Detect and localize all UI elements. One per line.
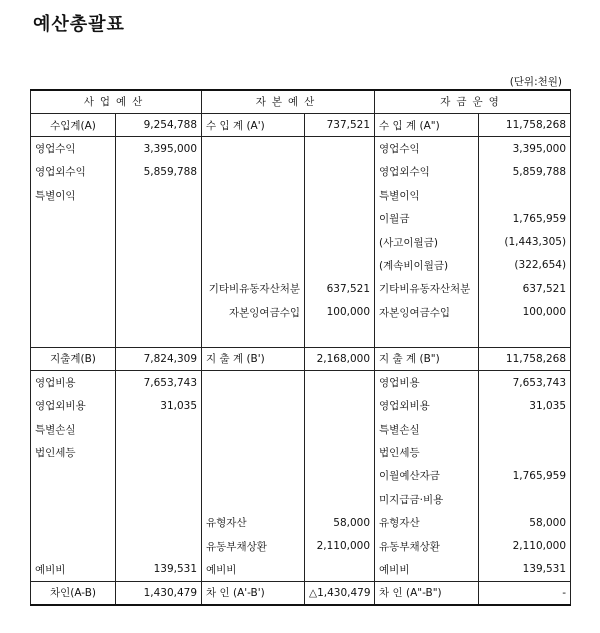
business-label <box>31 230 116 253</box>
capital-value: 100,000 <box>305 301 375 324</box>
capital-value <box>305 441 375 464</box>
fund-label: 이월예산자금 <box>375 464 479 487</box>
fund-label: 영업비용 <box>375 371 479 394</box>
table-row <box>31 301 571 324</box>
business-label: 차인(A-B) <box>31 581 116 604</box>
fund-value <box>479 417 571 440</box>
capital-label: 지 출 계 (B') <box>202 347 305 370</box>
fund-value: 100,000 <box>479 301 571 324</box>
business-label <box>31 277 116 300</box>
fund-value: - <box>479 581 571 604</box>
business-label: 지출계(B) <box>31 347 116 370</box>
fund-label: 수 입 계 (A") <box>375 113 479 136</box>
business-label: 영업비용 <box>31 371 116 394</box>
fund-label: 특별이익 <box>375 184 479 207</box>
business-value: 9,254,788 <box>116 113 202 136</box>
fund-label <box>375 324 479 347</box>
capital-value <box>305 324 375 347</box>
fund-value: 1,765,959 <box>479 207 571 230</box>
table-row <box>31 113 571 136</box>
table-row <box>31 137 571 160</box>
fund-value: (1,443,305) <box>479 230 571 253</box>
capital-label <box>202 441 305 464</box>
capital-value <box>305 394 375 417</box>
fund-label: 유형자산 <box>375 511 479 534</box>
capital-label <box>202 207 305 230</box>
fund-label: 특별손실 <box>375 417 479 440</box>
business-value: 7,653,743 <box>116 371 202 394</box>
capital-value <box>305 464 375 487</box>
business-label: 수입계(A) <box>31 113 116 136</box>
fund-label: 영업외비용 <box>375 394 479 417</box>
capital-value <box>305 184 375 207</box>
business-value <box>116 488 202 511</box>
business-value: 5,859,788 <box>116 160 202 183</box>
fund-value: 11,758,268 <box>479 347 571 370</box>
table-row <box>31 230 571 253</box>
business-value <box>116 464 202 487</box>
capital-label: 자본잉여금수입 <box>202 301 305 324</box>
business-label: 특별손실 <box>31 417 116 440</box>
business-value <box>116 534 202 557</box>
fund-value: 7,653,743 <box>479 371 571 394</box>
business-value <box>116 441 202 464</box>
table-row <box>31 464 571 487</box>
business-label <box>31 534 116 557</box>
capital-value: △1,430,479 <box>305 581 375 604</box>
capital-value: 2,168,000 <box>305 347 375 370</box>
capital-value <box>305 558 375 581</box>
business-value <box>116 230 202 253</box>
fund-label: 기타비유동자산처분 <box>375 277 479 300</box>
business-label: 예비비 <box>31 558 116 581</box>
fund-value <box>479 441 571 464</box>
fund-value <box>479 488 571 511</box>
business-value: 7,824,309 <box>116 347 202 370</box>
capital-value: 637,521 <box>305 277 375 300</box>
fund-label: 예비비 <box>375 558 479 581</box>
business-label: 영업수익 <box>31 137 116 160</box>
fund-value: 1,765,959 <box>479 464 571 487</box>
table-row <box>31 324 571 347</box>
capital-value: 2,110,000 <box>305 534 375 557</box>
fund-label: 법인세등 <box>375 441 479 464</box>
business-label <box>31 301 116 324</box>
capital-value <box>305 230 375 253</box>
fund-value: (322,654) <box>479 254 571 277</box>
fund-value <box>479 184 571 207</box>
fund-value: 139,531 <box>479 558 571 581</box>
capital-label <box>202 371 305 394</box>
table-row <box>31 581 571 604</box>
fund-value: 637,521 <box>479 277 571 300</box>
header-business-budget: 사업예산 <box>31 90 202 113</box>
capital-value <box>305 137 375 160</box>
capital-value <box>305 488 375 511</box>
business-value <box>116 301 202 324</box>
header-row <box>31 90 571 113</box>
capital-value <box>305 254 375 277</box>
business-value <box>116 417 202 440</box>
capital-label <box>202 488 305 511</box>
business-value <box>116 254 202 277</box>
business-label: 특별이익 <box>31 184 116 207</box>
capital-value <box>305 160 375 183</box>
table-row <box>31 277 571 300</box>
business-label <box>31 324 116 347</box>
table-row <box>31 371 571 394</box>
business-value <box>116 184 202 207</box>
capital-value <box>305 371 375 394</box>
business-label: 영업외수익 <box>31 160 116 183</box>
capital-value: 737,521 <box>305 113 375 136</box>
fund-label: 영업외수익 <box>375 160 479 183</box>
fund-value <box>479 324 571 347</box>
header-fund-operation: 자금운영 <box>375 90 571 113</box>
fund-value: 11,758,268 <box>479 113 571 136</box>
capital-label <box>202 394 305 417</box>
table-row <box>31 347 571 370</box>
capital-label <box>202 464 305 487</box>
capital-label: 유동부채상환 <box>202 534 305 557</box>
table-row <box>31 207 571 230</box>
table-row <box>31 184 571 207</box>
business-value: 1,430,479 <box>116 581 202 604</box>
fund-label: 자본잉여금수입 <box>375 301 479 324</box>
capital-label <box>202 324 305 347</box>
fund-label: 영업수익 <box>375 137 479 160</box>
capital-label <box>202 160 305 183</box>
capital-value: 58,000 <box>305 511 375 534</box>
fund-label: 미지급금·비용 <box>375 488 479 511</box>
business-label <box>31 511 116 534</box>
capital-label: 수 입 계 (A') <box>202 113 305 136</box>
table-row <box>31 534 571 557</box>
fund-value: 5,859,788 <box>479 160 571 183</box>
business-label: 영업외비용 <box>31 394 116 417</box>
table-row <box>31 254 571 277</box>
business-label <box>31 464 116 487</box>
capital-label: 차 인 (A'-B') <box>202 581 305 604</box>
header-capital-budget: 자본예산 <box>202 90 375 113</box>
page-title: 예산총괄표 <box>33 14 125 35</box>
fund-value: 2,110,000 <box>479 534 571 557</box>
table-row <box>31 558 571 581</box>
business-value: 139,531 <box>116 558 202 581</box>
fund-label: 이월금 <box>375 207 479 230</box>
capital-label: 기타비유동자산처분 <box>202 277 305 300</box>
table-row <box>31 394 571 417</box>
business-value <box>116 207 202 230</box>
business-label <box>31 207 116 230</box>
fund-label: 차 인 (A"-B") <box>375 581 479 604</box>
business-value <box>116 511 202 534</box>
business-value: 31,035 <box>116 394 202 417</box>
capital-label: 유형자산 <box>202 511 305 534</box>
capital-label: 예비비 <box>202 558 305 581</box>
table-row <box>31 160 571 183</box>
capital-label <box>202 137 305 160</box>
table-row <box>31 441 571 464</box>
capital-label <box>202 417 305 440</box>
fund-value: 3,395,000 <box>479 137 571 160</box>
business-label <box>31 254 116 277</box>
capital-value <box>305 207 375 230</box>
capital-value <box>305 417 375 440</box>
business-value: 3,395,000 <box>116 137 202 160</box>
table-row <box>31 488 571 511</box>
business-label: 법인세등 <box>31 441 116 464</box>
fund-label: (사고이월금) <box>375 230 479 253</box>
unit-label: (단위:천원) <box>509 76 562 88</box>
budget-summary-table <box>30 89 571 606</box>
capital-label <box>202 254 305 277</box>
capital-label <box>202 184 305 207</box>
fund-value: 31,035 <box>479 394 571 417</box>
business-value <box>116 324 202 347</box>
fund-label: (계속비이월금) <box>375 254 479 277</box>
business-label <box>31 488 116 511</box>
table-row <box>31 511 571 534</box>
fund-label: 지 출 계 (B") <box>375 347 479 370</box>
business-value <box>116 277 202 300</box>
table-row <box>31 417 571 440</box>
fund-value: 58,000 <box>479 511 571 534</box>
capital-label <box>202 230 305 253</box>
fund-label: 유동부채상환 <box>375 534 479 557</box>
